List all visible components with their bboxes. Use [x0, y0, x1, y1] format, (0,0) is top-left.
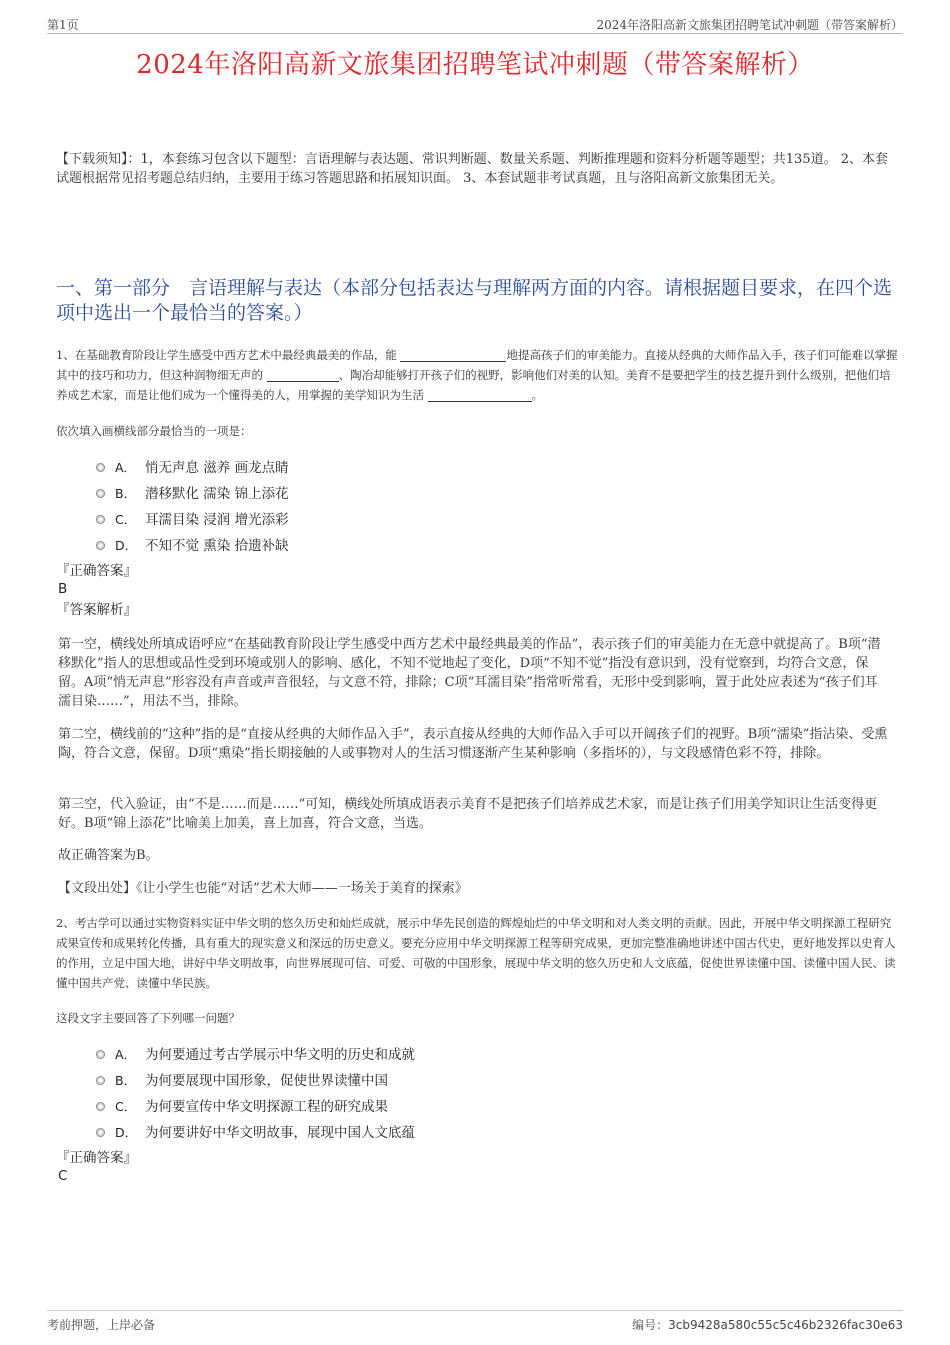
question-1-prompt: 依次填入画横线部分最恰当的一项是：: [56, 424, 252, 438]
q1-option-b[interactable]: B． 潜移默化 濡染 锦上添花: [96, 481, 796, 507]
radio-icon[interactable]: [96, 1128, 105, 1137]
q1-option-a[interactable]: A． 悄无声息 滋养 画龙点睛: [96, 455, 796, 481]
footer-code-label: 编号：: [632, 1318, 669, 1332]
question-1-options: [96, 455, 796, 559]
q1-stem-part3: 、陶冶却能够打开孩子们的视野，影响他们对美的认知。美育不是要把学生的技艺提升到什么级别，把他们培养成艺术家，而是让他们成为一个懂得美的人，用掌握的美学知识为生活: [56, 368, 891, 402]
q1-option-d[interactable]: D． 不知不觉 熏染 拾遗补缺: [96, 533, 796, 559]
header-doc-title: 2024年洛阳高新文旅集团招聘笔试冲刺题（带答案解析）: [596, 18, 903, 32]
radio-icon[interactable]: [96, 1102, 105, 1111]
page-header: [47, 14, 903, 34]
q1-option-c[interactable]: C． 耳濡目染 浸润 增光添彩: [96, 507, 796, 533]
radio-icon[interactable]: [96, 463, 105, 472]
download-notice: 【下载须知】：1，本套练习包含以下题型：言语理解与表达题、常识判断题、数量关系题、判断推理题和资料分析题等题型；共135道。 2、本套试题根据常见招考题总结归纳，主要用于练习答题思路和拓展知识面。 3、本套试题非考试真题，且与洛阳高新文旅集团无关。: [56, 152, 888, 186]
page-number: 第1页: [47, 18, 79, 32]
footer-code: [632, 1316, 903, 1333]
q1-stem-part4: 。: [531, 388, 544, 402]
footer-slogan: 考前押题，上岸必备: [47, 1318, 156, 1332]
q1-analysis-conclusion: 故正确答案为B。: [58, 848, 159, 863]
q2-option-d[interactable]: D． 为何要讲好中华文明故事，展现中国人文底蕴: [96, 1120, 796, 1146]
radio-icon[interactable]: [96, 489, 105, 498]
radio-icon[interactable]: [96, 1076, 105, 1085]
q1-source: 【文段出处】《让小学生也能“对话”艺术大师——一场关于美育的探索》: [58, 881, 468, 896]
q2-answer-value: C: [58, 1168, 68, 1184]
q1-analysis-para-2: 第二空，横线前的“这种”指的是“直接从经典的大师作品入手”，表示直接从经典的大师作品入手可以开阔孩子们的视野。B项“濡染”指沾染、受熏陶，符合文意，保留。D项“熏染”指长期接触的人或事物对人的生活习惯逐渐产生某种影响（多指坏的），与文段感情色彩不符，排除。: [58, 727, 888, 761]
question-2-stem: 2、考古学可以通过实物资料实证中华文明的悠久历史和灿烂成就，展示中华先民创造的辉煌灿烂的中华文明和对人类文明的贡献。因此，开展中华文明探源工程研究成果宣传和成果转化传播，具有重大的现实意义和深远的历史意义。要充分应用中华文明探源工程等研究成果，更加完整准确地讲述中国古代史，更好地发挥以史育人的作用，立足中国大地，讲好中华文明故事，向世界展现可信、可爱、可敬的中国形象，展现中华文明的悠久历史和人文底蕴，促使世界读懂中国、读懂中国人民、读懂中国共产党、读懂中华民族。: [56, 916, 896, 990]
radio-icon[interactable]: [96, 541, 105, 550]
q1-analysis-label: 『答案解析』: [56, 602, 137, 618]
document-title: 2024年洛阳高新文旅集团招聘笔试冲刺题（带答案解析）: [136, 50, 814, 80]
q2-option-b[interactable]: B． 为何要展现中国形象，促使世界读懂中国: [96, 1068, 796, 1094]
fill-blank-3: [428, 388, 532, 402]
q2-option-a[interactable]: A． 为何要通过考古学展示中华文明的历史和成就: [96, 1042, 796, 1068]
q1-analysis-para-1: 第一空，横线处所填成语呼应“在基础教育阶段让学生感受中西方艺术中最经典最美的作品”，表示孩子们的审美能力在无意中就提高了。B项“潜移默化”指人的思想或品性受到环境或别人的影响、感化，不知不觉地起了变化，D项“不知不觉”指没有意识到，没有觉察到，均符合文意，保留。A项“悄无声息”形容没有声音或声音很轻，与文意不符，排除；C项“耳濡目染”指常听常看，无形中受到影响，置于此处应表述为“孩子们耳濡目染……”，用法不当，排除。: [58, 637, 881, 709]
q1-stem-part2: 地提高孩子们的审美能力。直接从经典的大师作品入手，孩子们可能难以掌握其中的技巧和功力，但这种润物细无声的: [56, 348, 898, 382]
radio-icon[interactable]: [96, 515, 105, 524]
section-heading: 一、第一部分 言语理解与表达（本部分包括表达与理解两方面的内容。请根据题目要求，在四个选项中选出一个最恰当的答案。）: [56, 277, 893, 324]
q1-answer-label: 『正确答案』: [56, 563, 137, 579]
question-2-prompt: 这段文字主要回答了下列哪一问题？: [56, 1011, 240, 1025]
q2-option-c[interactable]: C． 为何要宣传中华文明探源工程的研究成果: [96, 1094, 796, 1120]
page-footer: [47, 1310, 903, 1334]
q1-analysis-para-3: 第三空，代入验证，由“不是……而是……”可知，横线处所填成语表示美育不是把孩子们培养成艺术家，而是让孩子们用美学知识让生活变得更好。B项“锦上添花”比喻美上加美，喜上加喜，符合文意，当选。: [58, 797, 878, 831]
q1-stem-part1: 1、在基础教育阶段让学生感受中西方艺术中最经典最美的作品，能: [56, 348, 401, 362]
q1-answer-value: B: [58, 581, 68, 597]
fill-blank-1: [400, 348, 506, 362]
radio-icon[interactable]: [96, 1050, 105, 1059]
question-1-stem: [56, 345, 898, 405]
fill-blank-2: [267, 368, 339, 382]
question-2-options: [96, 1042, 796, 1146]
footer-code-value: 3cb9428a580c55c5c46b2326fac30e63: [668, 1318, 903, 1332]
q2-answer-label: 『正确答案』: [56, 1150, 137, 1166]
